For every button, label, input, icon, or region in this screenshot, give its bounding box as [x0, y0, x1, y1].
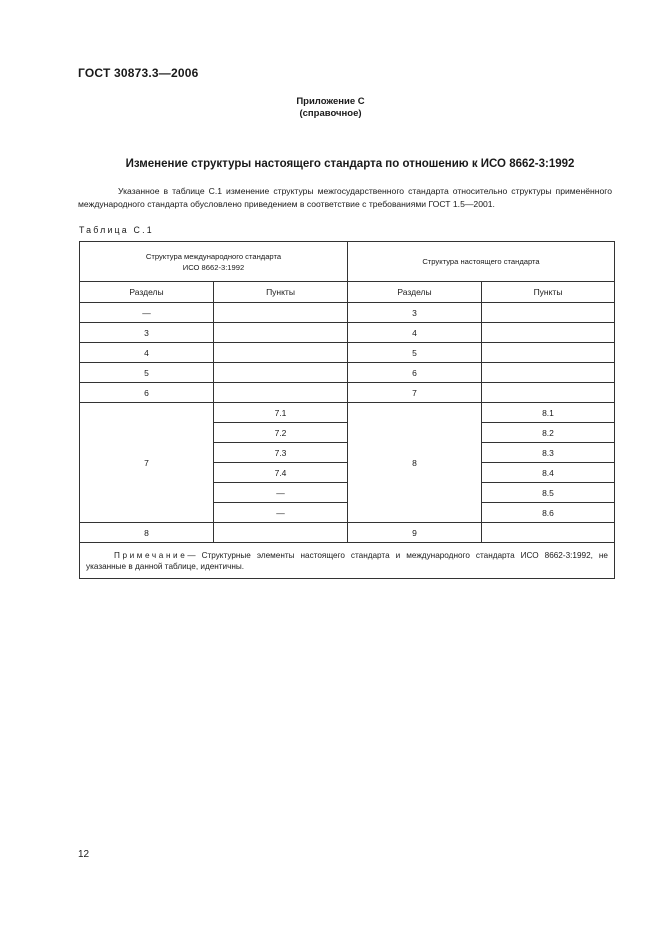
col-nat-sections: Разделы: [348, 282, 482, 303]
table-row: [80, 343, 615, 363]
intl-section-cell: 8: [80, 523, 214, 543]
nat-clause-cell: [482, 323, 615, 343]
nat-section-cell: 4: [348, 323, 482, 343]
intl-structure-label: Структура международного стандарта: [145, 251, 282, 261]
intl-section-cell: 4: [80, 343, 214, 363]
nat-clause-cell: [482, 383, 615, 403]
nat-clause-cell: 8.5: [482, 483, 615, 503]
intl-clause-cell: 7.4: [214, 463, 348, 483]
nat-clause-cell: 8.1: [482, 403, 615, 423]
col-nat-clauses: Пункты: [482, 282, 615, 303]
nat-section-cell: 9: [348, 523, 482, 543]
intl-section-cell: 6: [80, 383, 214, 403]
appendix-title: [0, 96, 661, 120]
section-heading: Изменение структуры настоящего стандарта по отношению к ИСО 8662-3:1992: [125, 158, 575, 170]
nat-section-cell: 6: [348, 363, 482, 383]
intl-clause-cell: [214, 383, 348, 403]
table-row: [80, 303, 615, 323]
intl-section-cell: 7: [80, 403, 214, 523]
nat-clause-cell: 8.2: [482, 423, 615, 443]
intl-clause-cell: —: [214, 483, 348, 503]
nat-section-cell: 5: [348, 343, 482, 363]
intl-clause-cell: [214, 323, 348, 343]
national-structure-header: Структура настоящего стандарта: [348, 242, 615, 282]
intl-clause-cell: 7.1: [214, 403, 348, 423]
intl-section-cell: —: [80, 303, 214, 323]
table-note: [80, 543, 615, 579]
table-row: [80, 363, 615, 383]
table-header-row: [80, 242, 615, 282]
nat-section-cell: 3: [348, 303, 482, 323]
page-number: 12: [78, 849, 90, 860]
intl-clause-cell: 7.2: [214, 423, 348, 443]
intl-clause-cell: 7.3: [214, 443, 348, 463]
table-row: [80, 323, 615, 343]
intro-paragraph: Указанное в таблице С.1 изменение структуры межгосударственного стандарта относительно структуры применённого международного стандарта обусловлено приведением в соответствие с требованиями ГОСТ 1.5—2001.: [78, 186, 612, 209]
nat-clause-cell: [482, 523, 615, 543]
table-note-row: [80, 543, 615, 579]
note-label: Примечание: [114, 551, 188, 560]
col-intl-sections: Разделы: [80, 282, 214, 303]
nat-clause-cell: 8.4: [482, 463, 615, 483]
nat-clause-cell: [482, 363, 615, 383]
nat-section-cell: 7: [348, 383, 482, 403]
document-code: ГОСТ 30873.3—2006: [78, 66, 199, 80]
nat-clause-cell: [482, 303, 615, 323]
note-text: — Структурные элементы настоящего стандарта и международного стандарта ИСО 8662-3:1992, не указанные в данной таблице, идентичны.: [86, 551, 608, 571]
table-row: [80, 383, 615, 403]
table-row: [80, 523, 615, 543]
intl-clause-cell: [214, 523, 348, 543]
intl-clause-cell: —: [214, 503, 348, 523]
appendix-type: (справочное): [299, 108, 362, 119]
table-caption: Таблица С.1: [79, 225, 154, 235]
nat-clause-cell: 8.3: [482, 443, 615, 463]
appendix-label: Приложение С: [296, 96, 365, 107]
nat-clause-cell: 8.6: [482, 503, 615, 523]
nat-section-cell: 8: [348, 403, 482, 523]
table-row: [80, 403, 615, 423]
intl-clause-cell: [214, 363, 348, 383]
col-intl-clauses: Пункты: [214, 282, 348, 303]
structure-comparison-table: [79, 241, 615, 579]
intl-standard-id: ИСО 8662-3:1992: [182, 262, 245, 272]
nat-clause-cell: [482, 343, 615, 363]
intl-clause-cell: [214, 303, 348, 323]
intl-clause-cell: [214, 343, 348, 363]
intl-section-cell: 3: [80, 323, 214, 343]
intl-section-cell: 5: [80, 363, 214, 383]
table-subheader-row: [80, 282, 615, 303]
intl-structure-header: [80, 242, 348, 282]
